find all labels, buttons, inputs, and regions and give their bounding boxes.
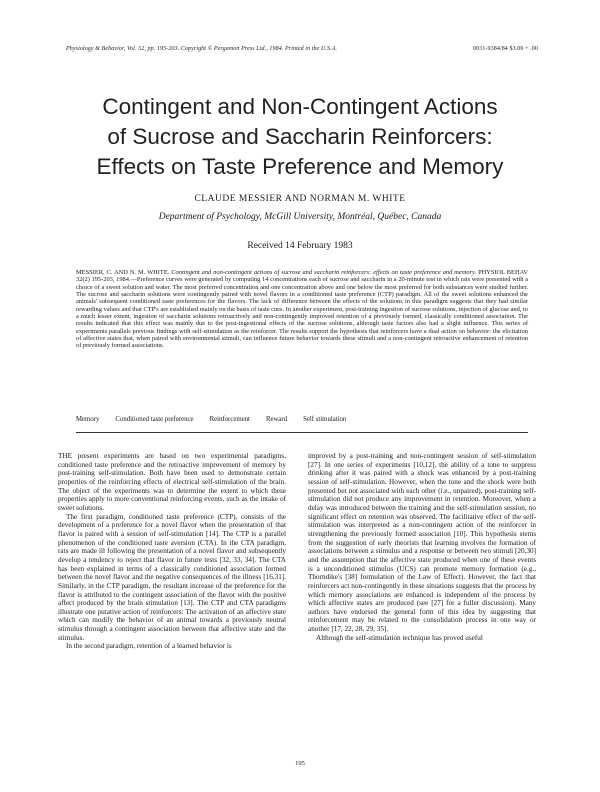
body-column-left: [58, 452, 286, 651]
received-date: Received 14 February 1983: [247, 241, 353, 251]
paragraph: In the second paradigm, retention of a learned behavior is: [66, 642, 232, 651]
authors: CLAUDE MESSIER AND NORMAN M. WHITE: [194, 194, 406, 204]
abstract-journal: PHYSIOL BEHAV 32(2) 195-203, 1984.: [76, 269, 528, 284]
keyword: Self stimulation: [303, 416, 347, 423]
article-title: [0, 92, 600, 182]
section-divider: [76, 432, 528, 433]
keyword: Conditioned taste preference: [115, 416, 194, 423]
abstract-authors: MESSIER, C. AND N. M. WHITE.: [76, 269, 170, 276]
paragraph: Although the self-stimulation technique has proved useful: [316, 633, 483, 642]
affiliation: Department of Psychology, McGill University, Montréal, Québec, Canada: [158, 212, 442, 222]
page-number: 195: [295, 760, 305, 767]
abstract-body: —Preference curves were generated by computing 14 concentrations each of sucrose and saccharin in a 20-minute test in which rats were presented with a choice of a sweet solution and water. The most preferred concentration and one concentration above and one below the most preferred for both substances were studied further. The sucrose and saccharin solutions were contingently paired with novel flavors in a conditioned taste preference (CTP) paradigm. All of the sweet solutions enhanced the animals' subsequent conditioned taste preferences for the flavors. The lack of difference between the effects of the solutions in this paradigm suggests that they had similar rewarding values and that CTP's are established mainly on the basis of taste cues. In another experiment, post-training ingestion of sucrose solutions, injection of glucose and, to a much lesser extent, ingestion of saccharin solutions retroactively and non-contingently improved retention of a previously formed, classically conditioned association. The results indicated that this effect was mainly due to the post-ingestional effects of the sucrose solutions, although taste factors also had a slight influence. This series of experiments parallels previous findings with self-stimulation as the reinforcer. The results support the hypothesis that reinforcers have a dual action on behavior: the elicitation of affective states that, when paired with environmental stimuli, can influence future behavior towards these stimuli and a non-contingent retroactive enhancement of retention of previously formed associations.: [76, 276, 528, 350]
paragraph: The first paradigm, conditioned taste preference (CTP), consists of the development of a preference for a novel flavor when the presentation of that flavor is paired with a session of self-stimulation [14]. The CTP is a parallel phenomenon of the conditioned taste aversion (CTA). In the CTA paradigm, rats are made ill following the presentation of a novel flavor and subsequently develop a tendency to reject that flavor in future tests [32, 33, 34]. The CTA has been explained in terms of a classically conditioned association formed between the novel flavor and the negative consequences of the illness [16,31]. Similarly, in the CTP paradigm, the resultant increase of the preference for the flavor is attributed to the contingent association of the flavor with the positive affect produced by the brain stimulation [13]. The CTP and CTA paradigms illustrate one putative action of reinforcers: The activation of an affective state which can modify the behavior of an animal towards a previously neutral stimulus through a contingent association between that affective state and the stimulus.: [58, 512, 286, 642]
article-code: 0031-9384/84 $3.00 + .00: [473, 46, 538, 52]
keyword: Memory: [76, 416, 100, 423]
title-line-3: Effects on Taste Preference and Memory: [96, 154, 504, 179]
keyword: Reinforcement: [209, 416, 250, 423]
running-header: [66, 46, 538, 52]
keywords: [76, 416, 528, 423]
title-line-2: of Sucrose and Saccharin Reinforcers:: [107, 124, 493, 149]
abstract-title: Contingent and non-contingent actions of sucrose and saccharin reinforcers: effects on taste preference and memory.: [171, 269, 477, 276]
title-line-1: Contingent and Non-Contingent Actions: [102, 94, 498, 119]
abstract: [76, 269, 528, 350]
paragraph: improved by a post-training and non-contingent session of self-stimulation [27]. In one series of experiments [10,12], the ability of a tone to suppress drinking after it was paired with a shock was enhanced by a post-training session of self-stimulation. However, when the tone and the shock were both presented but not associated with each other (i.e., unpaired), post-training self-stimulation did not produce any improvement in retention. Moreover, when a delay was introduced between the training and the self-stimulation session, no significant effect on retention was observed. The facilitative effect of the self-stimulation was interpreted as a non-contingent action of the reinforcer in strengthening the previously formed association [10]. This hypothesis stems from the suggestion of early theorists that learning involves the formation of associations between a stimulus and a response or between two stimuli [20,30] and the assumption that the affective state produced when one of these events is a unconditioned stimulus (UCS) can promote memory formation (e.g., Thorndike's [38] formulation of the Law of Effect). However, the fact that reinforcers act non-contingently in these situations suggests that the process by which memory associations are enhanced is independent of the process by which affective states are produced (see [27] for a fuller discussion). Many authors have endorsed the general form of this idea by suggesting that reinforcement may be related to the consolidation process in one way or another [17, 22, 28, 29, 35].: [308, 452, 536, 634]
journal-citation: Physiology & Behavior, Vol. 32, pp. 195-203. Copyright © Pergamon Press Ltd., 1984. Printed in the U.S.A.: [66, 46, 338, 52]
paragraph: THE present experiments are based on two experimental paradigms, conditioned taste preference and the retroactive improvement of memory by post-training self-stimulation. Both have been used to demonstrate certain properties of the reinforcing effects of electrical self-stimulation of the brain. The object of the experiments was to determine the extent to which these properties apply to more conventional reinforcing events, such as the intake of sweet solutions.: [58, 452, 286, 512]
keyword: Reward: [265, 416, 288, 423]
body-column-right: [308, 452, 536, 642]
